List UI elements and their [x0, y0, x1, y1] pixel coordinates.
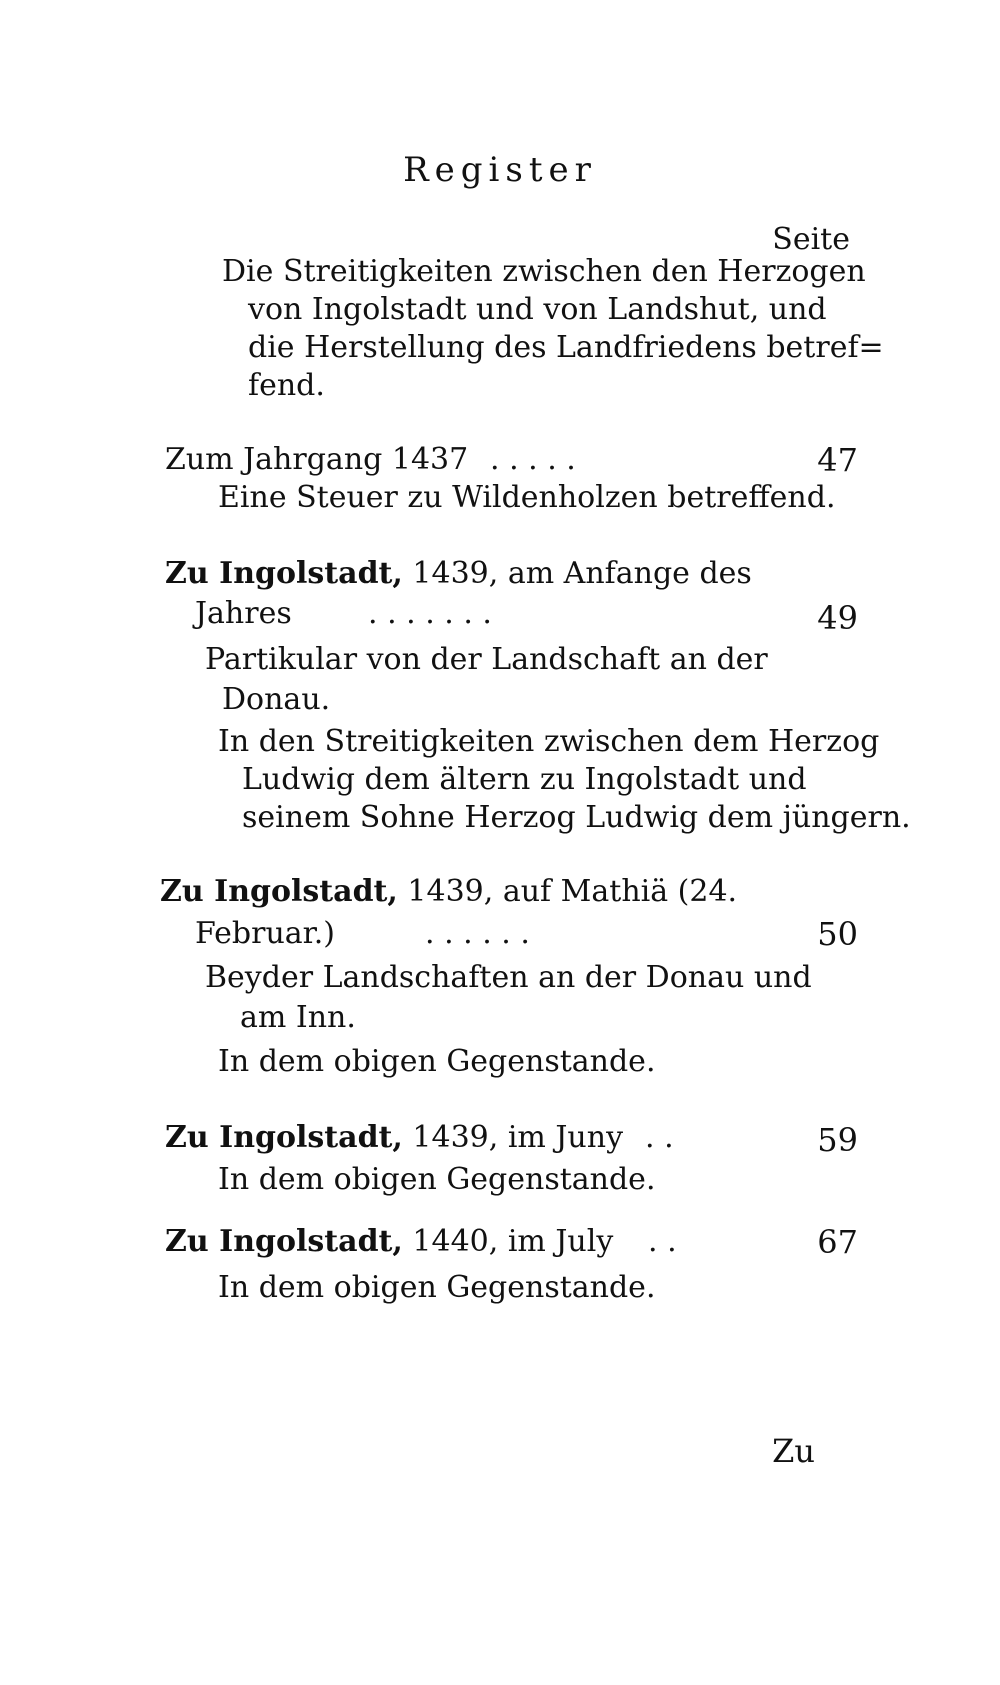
- leader-dots: . . . . . .: [425, 916, 530, 951]
- entry-subject: In den Streitigkeiten zwischen dem Herzog: [218, 724, 880, 759]
- entry-title: [165, 1222, 613, 1262]
- entry-title-place: Zu Ingolstadt,: [165, 1120, 403, 1155]
- entry-title-date: 1440, im July: [402, 1224, 614, 1259]
- entry-title: Zum Jahrgang 1437: [165, 442, 469, 477]
- leader-dots: . .: [645, 1120, 674, 1155]
- page-number: 59: [817, 1121, 858, 1159]
- entry-title: [165, 1118, 623, 1158]
- entry-title-date: 1439, auf Mathiä (24.: [397, 874, 738, 909]
- entry-title-continued: Jahres: [195, 596, 292, 631]
- entry-title-date: 1439, im Juny: [402, 1120, 624, 1155]
- entry-title-place: Zu Ingolstadt,: [165, 1224, 403, 1259]
- page-number: 49: [817, 599, 858, 637]
- leader-dots: . . . . .: [490, 442, 576, 477]
- page-number: 67: [817, 1223, 858, 1261]
- entry-title: [165, 554, 752, 594]
- entry-title-place: Zu Ingolstadt,: [165, 556, 403, 591]
- page-column-label: Seite: [772, 222, 850, 257]
- entry-subject: In dem obigen Gegenstande.: [218, 1162, 656, 1197]
- intro-line: die Herstellung des Landfriedens betref=: [248, 330, 884, 365]
- entry-title: [160, 872, 737, 912]
- entry-subject: In dem obigen Gegenstande.: [218, 1044, 656, 1079]
- leader-dots: . . . . . . .: [368, 596, 492, 631]
- leader-dots: . .: [648, 1224, 677, 1259]
- page-number: 50: [817, 915, 858, 953]
- entry-subject: Partikular von der Landschaft an der: [205, 642, 768, 677]
- catchword: Zu: [772, 1432, 815, 1470]
- entry-title-place: Zu Ingolstadt,: [160, 874, 398, 909]
- intro-line: Die Streitigkeiten zwischen den Herzogen: [222, 254, 866, 289]
- page-number: 47: [817, 441, 858, 479]
- intro-line: von Ingolstadt und von Landshut, und: [248, 292, 827, 327]
- entry-subject: Donau.: [222, 682, 331, 717]
- entry-subject: seinem Sohne Herzog Ludwig dem jüngern.: [242, 800, 911, 835]
- entry-subject: am Inn.: [240, 1000, 356, 1035]
- entry-title-continued: Februar.): [195, 916, 335, 951]
- page-title: Register: [403, 150, 597, 190]
- entry-subject: Beyder Landschaften an der Donau und: [205, 960, 812, 995]
- entry-subject: Ludwig dem ältern zu Ingolstadt und: [242, 762, 807, 797]
- intro-line: fend.: [248, 368, 325, 403]
- entry-subject: Eine Steuer zu Wildenholzen betreffend.: [218, 480, 836, 515]
- entry-title-date: 1439, am Anfange des: [402, 556, 752, 591]
- entry-subject: In dem obigen Gegenstande.: [218, 1270, 656, 1305]
